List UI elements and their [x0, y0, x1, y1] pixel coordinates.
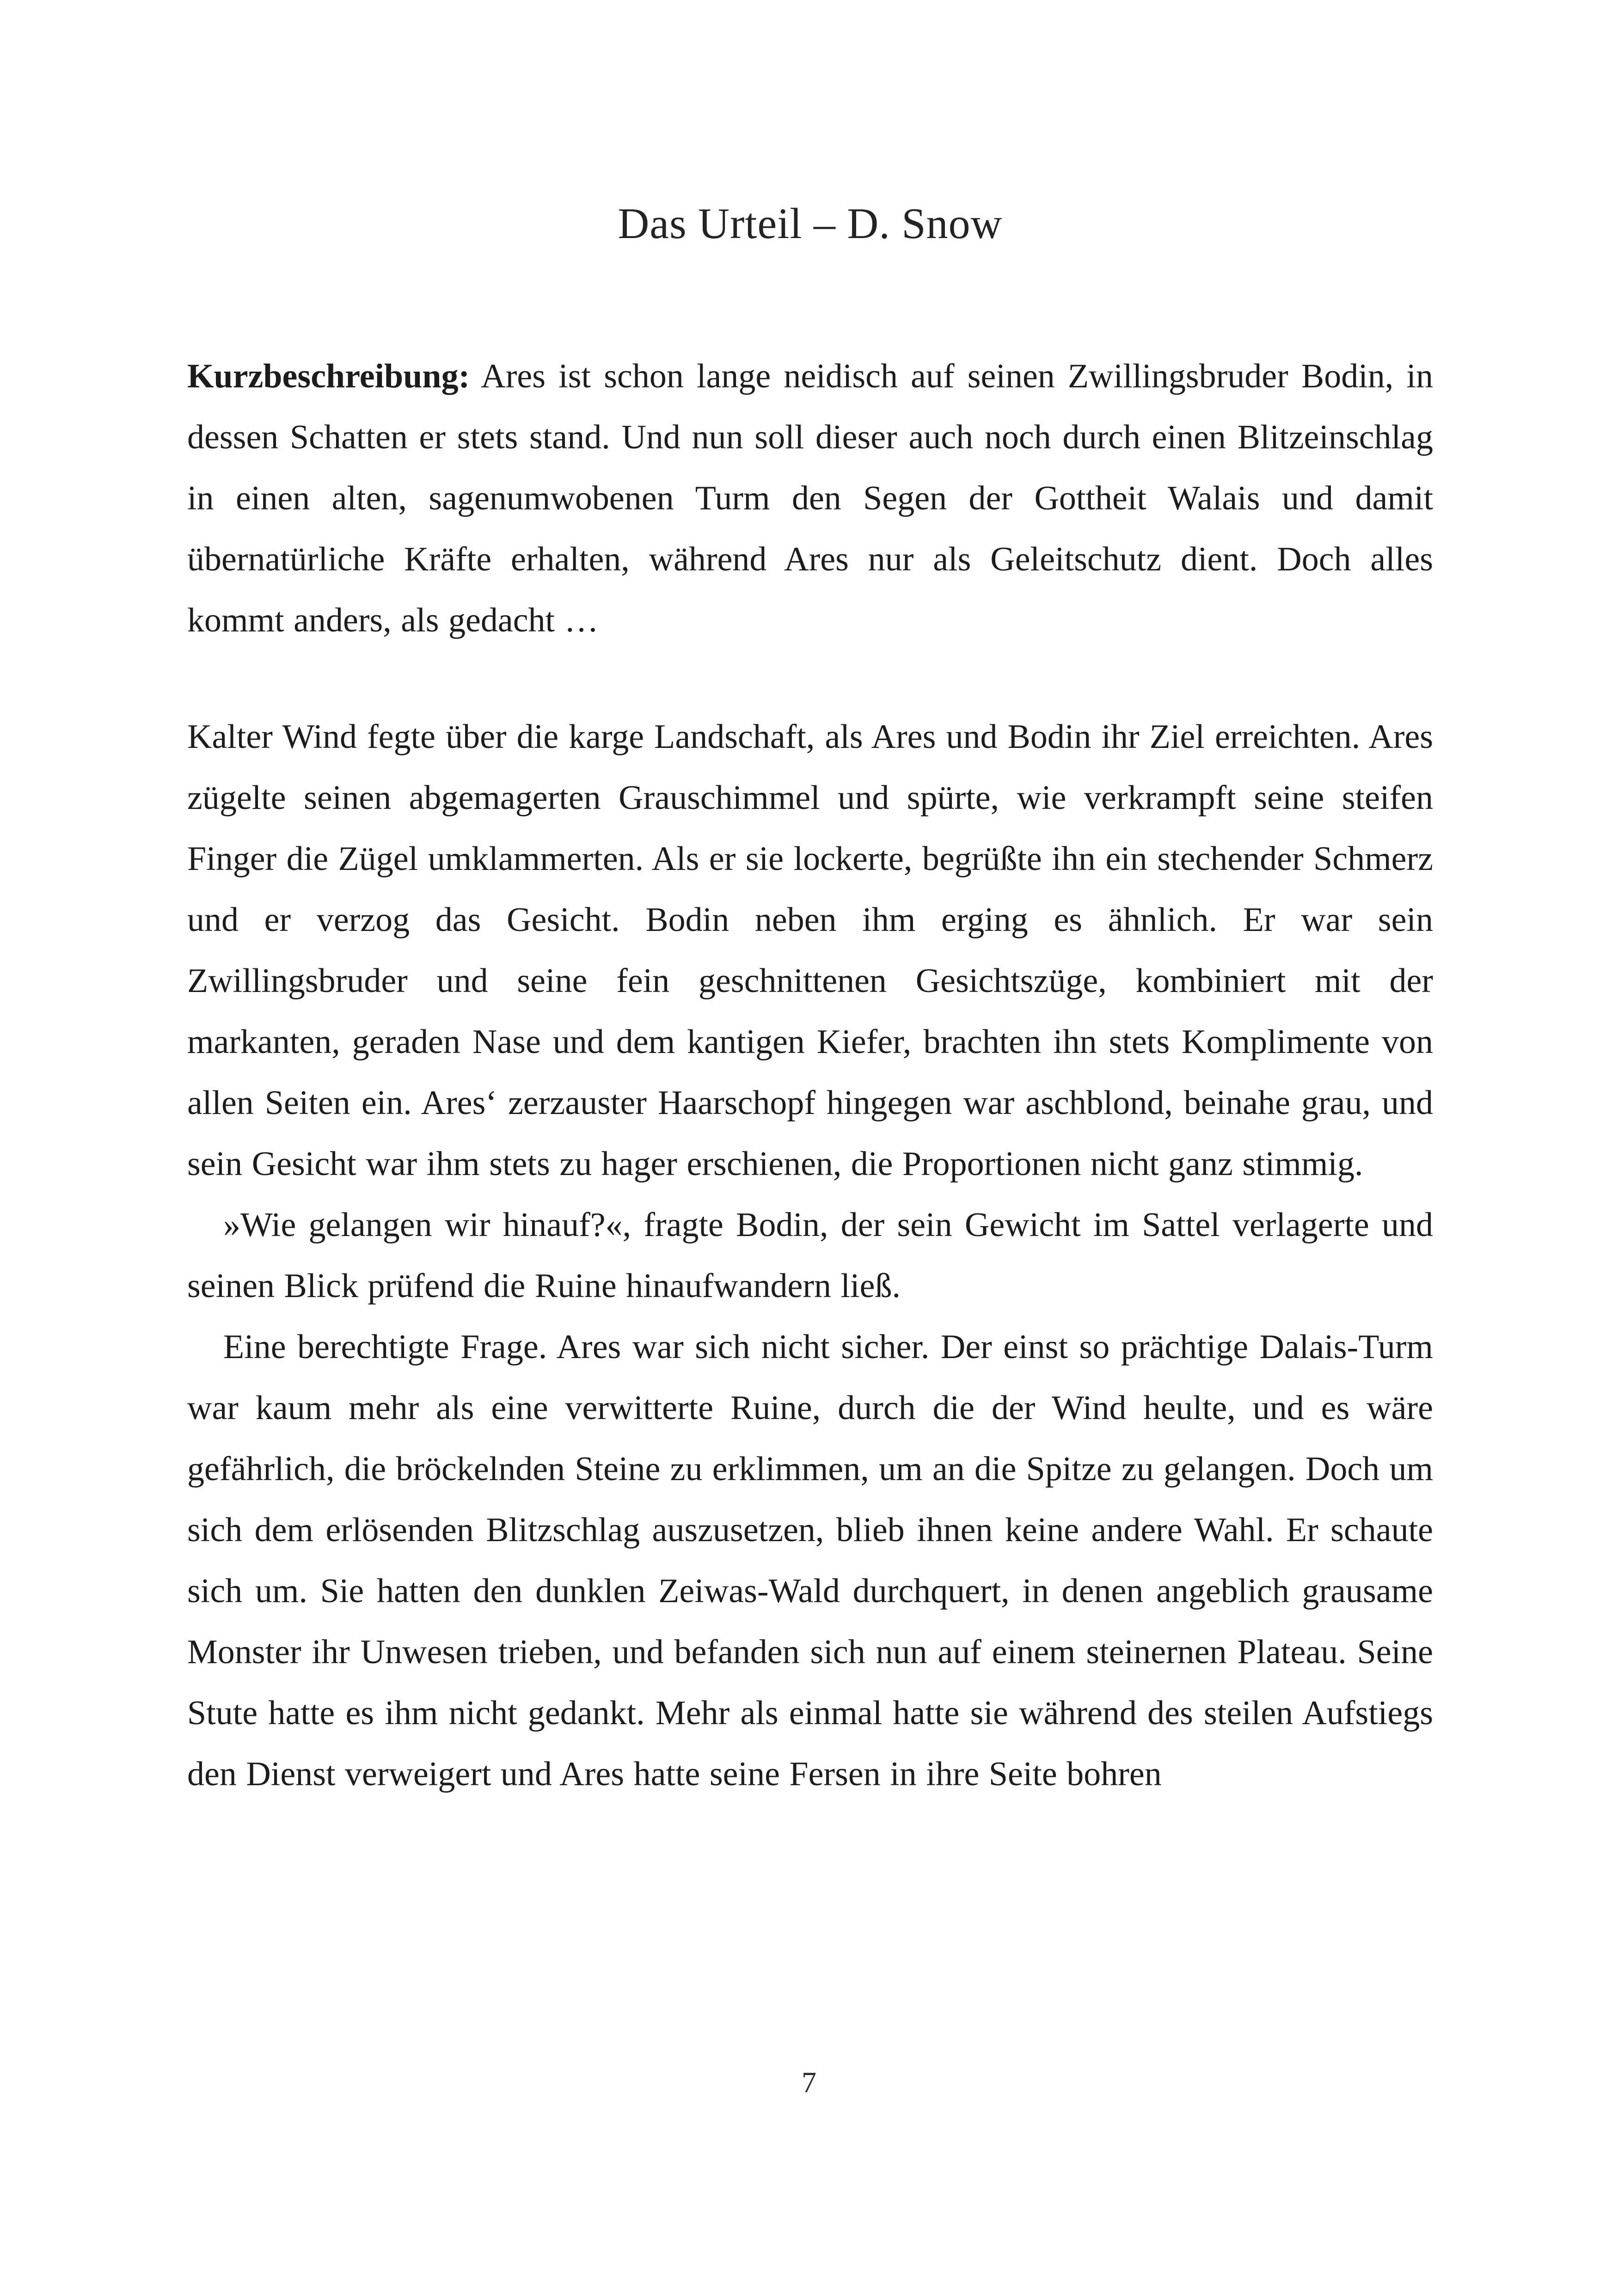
page-title: Das Urteil – D. Snow [618, 200, 1003, 248]
paragraph-story-1: Kalter Wind fegte über die karge Landschaft, als Ares und Bodin ihr Ziel erreichten. Ares zügelte seinen abgemagerten Grauschimmel und spürte, wie verkrampft seine steifen Finger die Zügel umklammerten. Als er sie lockerte, begrüßte ihn ein stechender Schmerz und er verzog das Gesicht. Bodin neben ihm erging es ähnlich. Er war sein Zwillingsbruder und seine fein geschnittenen Gesichtszüge, kombiniert mit der markanten, geraden Nase und dem kantigen Kiefer, brachten ihn stets Komplimente von allen Seiten ein. Ares‘ zerzauster Haarschopf hingegen war aschblond, beinahe grau, und sein Gesicht war ihm stets zu hager erschienen, die Proportionen nicht ganz stimmig. [187, 718, 1433, 1183]
paragraph-kurzbeschreibung-text: Ares ist schon lange neidisch auf seinen Zwillingsbruder Bodin, in dessen Schatten er stets stand. Und nun soll dieser auch noch durch einen Blitzeinschlag in einen alten, sagenumwobenen Turm den Segen der Gottheit Walais und damit übernatürliche Kräfte erhalten, während Ares nur als Geleitschutz dient. Doch alles kommt anders, als gedacht … [187, 357, 1433, 639]
paragraph-lead-label: Kurzbeschreibung: [187, 357, 470, 395]
paragraph-dialogue: »Wie gelangen wir hinauf?«, fragte Bodin, der sein Gewicht im Sattel verlagerte und seinen Blick prüfend die Ruine hinaufwandern ließ. [187, 1206, 1433, 1305]
paragraph-story-2: Eine berechtigte Frage. Ares war sich nicht sicher. Der einst so prächtige Dalais-Turm war kaum mehr als eine verwitterte Ruine, durch die der Wind heulte, und es wäre gefährlich, die bröckelnden Steine zu erklimmen, um an die Spitze zu gelangen. Doch um sich dem erlösenden Blitzschlag auszusetzen, blieb ihnen keine andere Wahl. Er schaute sich um. Sie hatten den dunklen Zeiwas-Wald durchquert, in denen angeblich grausame Monster ihr Unwesen trieben, und befanden sich nun auf einem steinernen Plateau. Seine Stute hatte es ihm nicht gedankt. Mehr als einmal hatte sie während des steilen Aufstiegs den Dienst verweigert und Ares hatte seine Fersen in ihre Seite bohren [187, 1328, 1433, 1793]
page-number: 7 [802, 2066, 816, 2099]
paragraph-kurzbeschreibung [187, 346, 1433, 651]
body-text [187, 346, 1433, 1805]
